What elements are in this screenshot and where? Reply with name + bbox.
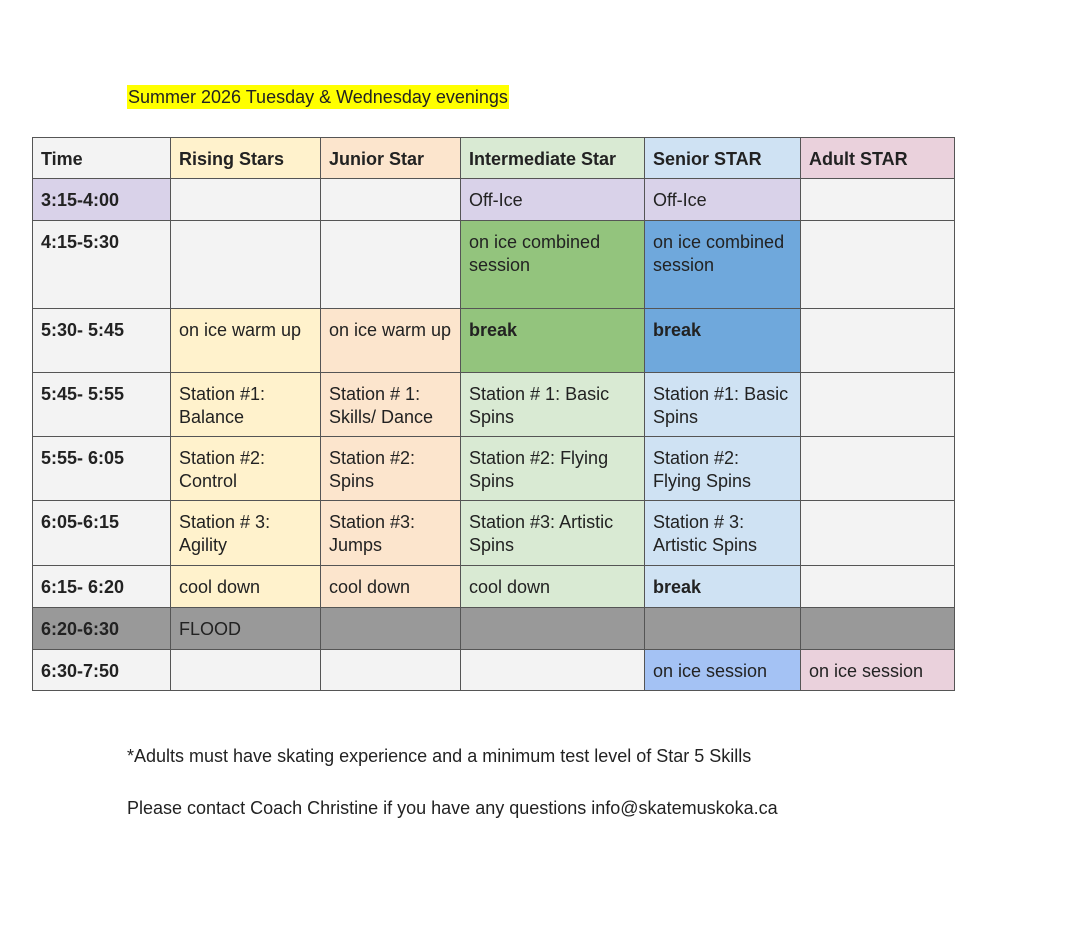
cell-intermediate-star: Off-Ice xyxy=(461,179,645,221)
cell-time: 6:30-7:50 xyxy=(33,650,171,691)
cell-time: 5:45- 5:55 xyxy=(33,373,171,437)
cell-senior-star: break xyxy=(645,309,801,373)
cell-rising-stars: Station # 3: Agility xyxy=(171,501,321,566)
cell-adult-star xyxy=(801,608,955,650)
cell-rising-stars: Station #2: Control xyxy=(171,437,321,501)
cell-senior-star: Station #1: Basic Spins xyxy=(645,373,801,437)
cell-adult-star: on ice session xyxy=(801,650,955,691)
cell-time: 6:05-6:15 xyxy=(33,501,171,566)
cell-junior-star xyxy=(321,221,461,309)
cell-senior-star: Station # 3: Artistic Spins xyxy=(645,501,801,566)
cell-rising-stars xyxy=(171,179,321,221)
table-row xyxy=(33,221,955,309)
cell-intermediate-star: Station # 1: Basic Spins xyxy=(461,373,645,437)
table-row xyxy=(33,501,955,566)
cell-junior-star: cool down xyxy=(321,566,461,608)
contact-note: Please contact Coach Christine if you have any questions info@skatemuskoka.ca xyxy=(127,798,778,818)
cell-junior-star xyxy=(321,179,461,221)
table-row xyxy=(33,608,955,650)
cell-senior-star: Station #2: Flying Spins xyxy=(645,437,801,501)
cell-rising-stars xyxy=(171,221,321,309)
cell-rising-stars: Station #1: Balance xyxy=(171,373,321,437)
cell-junior-star xyxy=(321,608,461,650)
table-row xyxy=(33,437,955,501)
cell-time: 5:30- 5:45 xyxy=(33,309,171,373)
cell-adult-star xyxy=(801,373,955,437)
cell-senior-star: Off-Ice xyxy=(645,179,801,221)
cell-intermediate-star xyxy=(461,608,645,650)
cell-junior-star: Station #3: Jumps xyxy=(321,501,461,566)
cell-time: 6:15- 6:20 xyxy=(33,566,171,608)
cell-senior-star xyxy=(645,608,801,650)
cell-adult-star xyxy=(801,221,955,309)
cell-rising-stars: cool down xyxy=(171,566,321,608)
header-cell-time: Time xyxy=(33,138,171,179)
cell-intermediate-star xyxy=(461,650,645,691)
table-row xyxy=(33,373,955,437)
header-cell-adult-star: Adult STAR xyxy=(801,138,955,179)
cell-adult-star xyxy=(801,179,955,221)
cell-rising-stars: FLOOD xyxy=(171,608,321,650)
table-row xyxy=(33,309,955,373)
cell-time: 5:55- 6:05 xyxy=(33,437,171,501)
table-row xyxy=(33,179,955,221)
cell-time: 4:15-5:30 xyxy=(33,221,171,309)
header-cell-junior-star: Junior Star xyxy=(321,138,461,179)
cell-rising-stars: on ice warm up xyxy=(171,309,321,373)
schedule-title: Summer 2026 Tuesday & Wednesday evenings xyxy=(128,87,508,107)
cell-senior-star: on ice session xyxy=(645,650,801,691)
cell-rising-stars xyxy=(171,650,321,691)
cell-junior-star: Station # 1: Skills/ Dance xyxy=(321,373,461,437)
cell-intermediate-star: on ice combined session xyxy=(461,221,645,309)
cell-adult-star xyxy=(801,437,955,501)
header-row xyxy=(33,138,955,179)
cell-intermediate-star: break xyxy=(461,309,645,373)
header-cell-rising-stars: Rising Stars xyxy=(171,138,321,179)
table-row xyxy=(33,650,955,691)
schedule-table xyxy=(32,137,955,691)
cell-intermediate-star: cool down xyxy=(461,566,645,608)
table-row xyxy=(33,566,955,608)
cell-senior-star: break xyxy=(645,566,801,608)
cell-adult-star xyxy=(801,309,955,373)
cell-intermediate-star: Station #2: Flying Spins xyxy=(461,437,645,501)
cell-junior-star xyxy=(321,650,461,691)
cell-senior-star: on ice combined session xyxy=(645,221,801,309)
cell-adult-star xyxy=(801,566,955,608)
cell-intermediate-star: Station #3: Artistic Spins xyxy=(461,501,645,566)
cell-time: 6:20-6:30 xyxy=(33,608,171,650)
header-cell-intermediate-star: Intermediate Star xyxy=(461,138,645,179)
adults-requirement-note: *Adults must have skating experience and a minimum test level of Star 5 Skills xyxy=(127,746,752,766)
schedule-table-body xyxy=(33,138,955,691)
header-cell-senior-star: Senior STAR xyxy=(645,138,801,179)
cell-adult-star xyxy=(801,501,955,566)
cell-junior-star: on ice warm up xyxy=(321,309,461,373)
cell-junior-star: Station #2: Spins xyxy=(321,437,461,501)
cell-time: 3:15-4:00 xyxy=(33,179,171,221)
